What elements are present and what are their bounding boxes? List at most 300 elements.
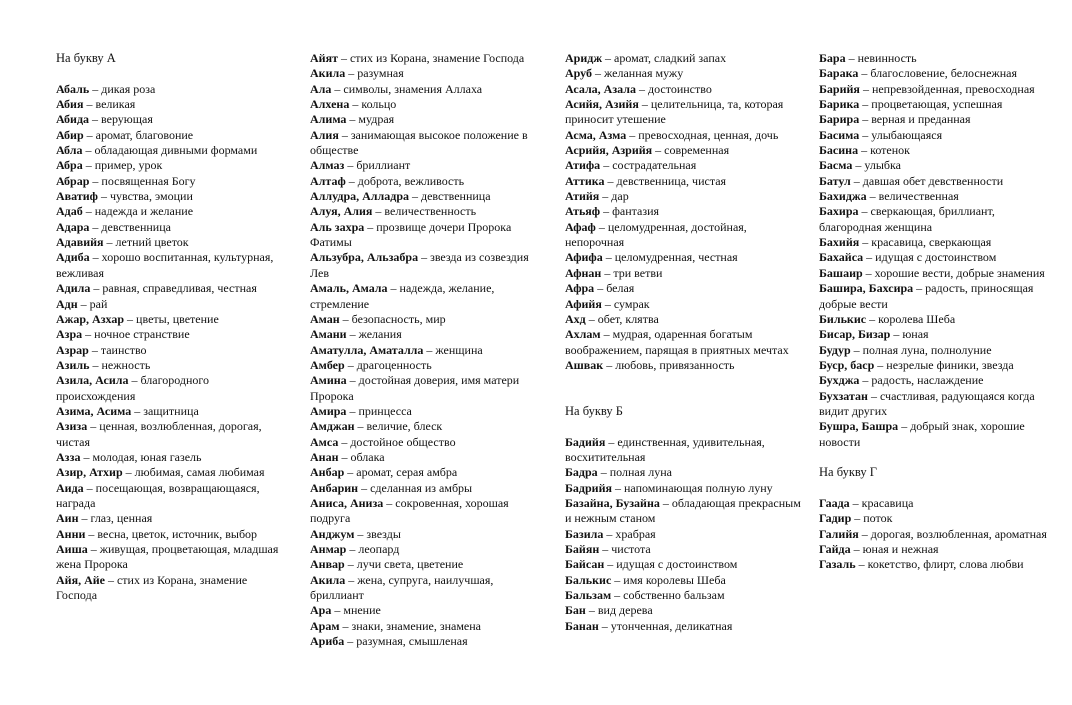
entry-separator: – (850, 173, 863, 188)
entry-definition: напоминающая полную луну (624, 480, 773, 495)
entry-separator: – (346, 373, 359, 388)
name-entry (56, 542, 288, 573)
entry-definition: девственница (421, 189, 491, 204)
name-entry (310, 51, 546, 66)
entry-separator: – (82, 204, 95, 219)
entry-definition: благородного происхождения (56, 373, 210, 403)
name-entry (56, 97, 288, 112)
entry-separator: – (858, 204, 871, 219)
name-entry (310, 174, 546, 189)
entry-separator: – (602, 250, 615, 265)
entry-definition: мудрая, одаренная богатым воображением, парящая в приятных мечтах (565, 327, 789, 357)
name-entry (310, 496, 546, 527)
entry-name: Бан (565, 603, 586, 618)
entry-definition: величественность (384, 204, 477, 219)
name-entry (310, 557, 546, 572)
entry-name: Адиба (56, 250, 90, 265)
column-4 (819, 51, 1051, 573)
entry-separator: – (344, 357, 357, 372)
entry-definition: доброта, вежливость (357, 173, 465, 188)
name-entry (310, 404, 546, 419)
entry-name: Азиль (56, 357, 90, 372)
entry-separator: – (354, 526, 367, 541)
entry-definition: белая (606, 281, 635, 296)
entry-definition: храбрая (615, 526, 656, 541)
entry-separator: – (344, 158, 357, 173)
name-entry (310, 220, 546, 251)
name-entry (565, 358, 801, 373)
entry-name: Бисар, Бизар (819, 327, 891, 342)
entry-separator: – (898, 419, 911, 434)
name-entry (310, 619, 546, 634)
entry-definition: добрый знак, хорошие новости (819, 419, 1025, 449)
entry-name: Барира (819, 112, 860, 127)
entry-name: Аиша (56, 542, 88, 556)
entry-definition: верная и преданная (871, 112, 971, 127)
entry-name: Атифа (565, 158, 601, 173)
entry-definition: символы, знамения Аллаха (343, 81, 483, 96)
entry-separator: – (603, 357, 616, 372)
entry-separator: – (338, 127, 351, 142)
entry-definition: любовь, привязанность (615, 357, 735, 372)
entry-name: Амани (310, 327, 347, 342)
entry-name: Алима (310, 112, 347, 127)
name-entry (819, 66, 1051, 81)
entry-separator: – (866, 311, 879, 326)
spacer (565, 373, 801, 388)
name-entry (819, 143, 1051, 158)
entry-separator: – (866, 189, 879, 204)
entry-definition: надежда и желание (94, 204, 194, 219)
entry-definition: женщина (435, 342, 483, 357)
entry-name: Асрийя, Азрийя (565, 143, 653, 158)
entry-name: Алхена (310, 97, 350, 112)
name-entry (310, 603, 546, 618)
entry-name: Адила (56, 281, 91, 296)
entry-separator: – (358, 480, 371, 495)
entry-separator: – (339, 311, 352, 326)
name-entry (310, 281, 546, 312)
entry-separator: – (387, 281, 400, 296)
entry-separator: – (344, 634, 357, 649)
entry-definition: полная луна, полнолуние (862, 342, 992, 357)
entry-name: Абир (56, 127, 84, 142)
entry-name: Барийя (819, 81, 860, 96)
name-entry (819, 82, 1051, 97)
entry-definition: ценная, возлюбленная, дорогая, чистая (56, 419, 262, 449)
entry-separator: – (338, 449, 351, 464)
name-entry (310, 481, 546, 496)
entry-definition: королева Шеба (878, 311, 956, 326)
entry-definition: принцесса (358, 403, 412, 418)
name-entry (310, 450, 546, 465)
entry-name: Басима (819, 127, 860, 142)
name-entry (819, 527, 1051, 542)
entry-definition: цветы, цветение (136, 311, 219, 326)
entry-separator: – (344, 465, 357, 480)
entry-separator: – (331, 603, 344, 618)
entry-separator: – (652, 143, 665, 158)
name-entry (565, 588, 801, 603)
entry-separator: – (85, 526, 98, 541)
entry-separator: – (604, 173, 617, 188)
section-heading: На букву А (56, 51, 116, 65)
name-entry (565, 128, 801, 143)
entry-definition: прозвище дочери Пророка Фатимы (310, 219, 512, 250)
name-entry (819, 373, 1051, 388)
entry-definition: равная, справедливая, честная (102, 281, 257, 296)
name-entry (565, 527, 801, 542)
entry-separator: – (601, 296, 614, 311)
name-entry (819, 327, 1051, 342)
entry-name: Бахиджа (819, 189, 867, 204)
entry-separator: – (638, 97, 651, 112)
entry-separator: – (372, 204, 385, 219)
entry-definition: жена, супруга, наилучшая, бриллиант (310, 572, 494, 603)
entry-name: Башира, Бахсира (819, 281, 914, 296)
entry-definition: радость, приносящая добрые вести (819, 281, 1034, 311)
entry-definition: обет, клятва (597, 311, 659, 326)
name-entry (310, 573, 546, 604)
entry-definition: разумная, смышленая (356, 634, 468, 649)
entry-name: Галийя (819, 526, 859, 541)
entry-name: Бухзатан (819, 388, 868, 403)
entry-definition: улыбка (864, 158, 901, 173)
name-entry (56, 158, 288, 173)
entry-name: Ахд (565, 311, 586, 326)
entry-name: Бушра, Башра (819, 419, 899, 434)
entry-name: Базила (565, 526, 604, 541)
entry-definition: безопасность, мир (351, 311, 446, 326)
entry-name: Аватиф (56, 189, 98, 204)
name-entry (819, 128, 1051, 143)
entry-separator: – (78, 511, 91, 526)
entry-separator: – (599, 189, 612, 204)
name-entry (565, 66, 801, 81)
entry-definition: чистота (611, 542, 651, 556)
entry-name: Бадийя (565, 434, 606, 449)
name-entry (819, 158, 1051, 173)
entry-separator: – (612, 480, 624, 495)
name-entry (565, 297, 801, 312)
entry-definition: превосходная, ценная, дочь (638, 127, 779, 142)
entry-name: Байян (565, 542, 600, 556)
entry-name: Барика (819, 97, 860, 112)
entry-separator: – (592, 66, 605, 81)
entry-definition: ночное странствие (94, 327, 190, 342)
entry-definition: мнение (343, 603, 381, 618)
entry-separator: – (626, 127, 639, 142)
name-entry (56, 82, 288, 97)
name-entry (56, 511, 288, 526)
entry-definition: целомудренная, достойная, непорочная (565, 219, 747, 250)
name-entry (56, 189, 288, 204)
name-entry (310, 250, 546, 281)
entry-separator: – (585, 311, 598, 326)
entry-separator: – (423, 342, 436, 357)
entry-name: Анан (310, 449, 339, 464)
entry-definition: идущая с достоинством (616, 557, 738, 572)
name-entry (819, 312, 1051, 327)
entry-separator: – (349, 97, 362, 112)
entry-name: Ахлам (565, 327, 601, 342)
name-entry (56, 250, 288, 281)
column-2 (310, 51, 546, 649)
entry-separator: – (595, 219, 608, 234)
entry-name: Альзубра, Альзабра (310, 250, 419, 265)
entry-definition: занимающая высокое положение в обществе (310, 127, 528, 158)
entry-separator: – (845, 51, 858, 65)
entry-name: Ала (310, 81, 332, 96)
entry-definition: аромат, сладкий запах (614, 51, 727, 65)
entry-name: Атьяф (565, 204, 601, 219)
entry-name: Абаль (56, 81, 90, 96)
entry-separator: – (867, 388, 880, 403)
name-entry (310, 97, 546, 112)
name-entry (310, 128, 546, 159)
entry-definition: непревзойденная, превосходная (871, 81, 1035, 96)
entry-definition: сверкающая, бриллиант, благородная женщина (819, 204, 995, 234)
entry-definition: котенок (870, 143, 910, 158)
entry-name: Бахайса (819, 250, 864, 265)
name-entry (310, 158, 546, 173)
entry-name: Атийя (565, 189, 600, 204)
entry-definition: звезды (366, 526, 401, 541)
entry-separator: – (859, 373, 872, 388)
entry-definition: звезда из созвездия Лев (310, 250, 529, 280)
entry-name: Бадра (565, 465, 598, 480)
entry-separator: – (659, 495, 672, 510)
name-entry (56, 358, 288, 373)
entry-definition: улыбающаяся (871, 127, 943, 142)
name-entry (56, 343, 288, 358)
name-entry (310, 343, 546, 358)
entry-separator: – (859, 235, 872, 250)
entry-name: Аттика (565, 173, 605, 188)
entry-name: Гайда (819, 542, 851, 556)
spacer (819, 450, 1051, 465)
name-entry (565, 158, 801, 173)
name-entry (819, 281, 1051, 312)
name-entry (310, 82, 546, 97)
name-entry (310, 542, 546, 557)
entry-name: Абия (56, 97, 84, 112)
entry-name: Айя, Айе (56, 572, 105, 587)
entry-definition: драгоценность (356, 357, 432, 372)
entry-definition: дикая роза (101, 81, 156, 96)
entry-definition: глаз, ценная (90, 511, 153, 526)
entry-name: Аман (310, 311, 340, 326)
name-entry (565, 220, 801, 251)
entry-separator: – (88, 342, 101, 357)
name-entry (310, 204, 546, 219)
name-entry (565, 465, 801, 480)
name-entry (56, 404, 288, 419)
entry-name: Акила (310, 66, 346, 81)
name-entry (56, 174, 288, 189)
entry-name: Аматулла, Аматалла (310, 342, 424, 357)
name-entry (56, 112, 288, 127)
entry-separator: – (354, 419, 367, 434)
entry-definition: весна, цветок, источник, выбор (97, 526, 258, 541)
entry-definition: пример, урок (94, 158, 163, 173)
entry-definition: красавица, сверкающая (871, 235, 992, 250)
name-entry (56, 481, 288, 512)
entry-separator: – (600, 327, 613, 342)
entry-definition: дорогая, возлюбленная, ароматная (870, 526, 1047, 541)
entry-separator: – (346, 403, 359, 418)
entry-definition: верующая (101, 112, 153, 127)
entry-name: Гаада (819, 495, 850, 510)
entry-name: Абида (56, 112, 90, 127)
entry-name: Асала, Азала (565, 81, 637, 96)
entry-name: Айят (310, 51, 338, 65)
entry-name: Азра (56, 327, 83, 342)
name-entry (565, 496, 801, 527)
entry-name: Базайна, Бузайна (565, 495, 660, 510)
entry-definition: достоинство (648, 81, 712, 96)
name-entry (565, 481, 801, 496)
entry-definition: юная и нежная (862, 542, 939, 556)
entry-definition: невинность (857, 51, 917, 65)
name-entry (819, 174, 1051, 189)
entry-separator: – (83, 127, 96, 142)
entry-definition: кокетство, флирт, слова любви (867, 557, 1024, 572)
name-entry (310, 358, 546, 373)
entry-separator: – (862, 265, 875, 280)
name-entry (819, 419, 1051, 450)
entry-definition: три ветви (613, 265, 663, 280)
entry-separator: – (611, 588, 624, 603)
name-entry (819, 557, 1051, 572)
entry-separator: – (346, 112, 359, 127)
entry-separator: – (603, 526, 616, 541)
entry-separator: – (89, 112, 102, 127)
name-entry (819, 204, 1051, 235)
entry-definition: юная (902, 327, 929, 342)
entry-name: Адавийя (56, 235, 104, 250)
entry-name: Азиза (56, 419, 88, 434)
entry-separator: – (364, 219, 377, 234)
entry-separator: – (852, 158, 865, 173)
name-entry (56, 235, 288, 250)
entry-separator: – (604, 557, 617, 572)
entry-definition: красавица (861, 495, 914, 510)
entry-separator: – (97, 189, 110, 204)
entry-separator: – (859, 127, 872, 142)
entry-name: Аридж (565, 51, 603, 65)
entry-separator: – (598, 618, 611, 633)
name-entry (565, 204, 801, 219)
section-heading: На букву Г (819, 465, 877, 480)
entry-separator: – (855, 557, 868, 572)
entry-name: Афифа (565, 250, 603, 265)
entry-separator: – (585, 603, 598, 618)
entry-definition: единственная, удивительная, восхитительная (565, 434, 765, 464)
entry-name: Анвар (310, 557, 345, 572)
entry-name: Азила, Асила (56, 373, 129, 388)
name-entry (565, 266, 801, 281)
entry-name: Батул (819, 173, 851, 188)
entry-name: Афра (565, 281, 595, 296)
entry-definition: любимая, самая любимая (134, 465, 265, 480)
entry-name: Азза (56, 449, 81, 464)
name-entry (310, 312, 546, 327)
name-entry (819, 97, 1051, 112)
entry-definition: нежность (101, 357, 151, 372)
entry-name: Асийя, Азийя (565, 97, 639, 112)
entry-definition: посещающая, возвращающаяся, награда (56, 480, 260, 510)
name-entry (56, 128, 288, 143)
entry-definition: сумрак (613, 296, 650, 311)
name-entry (565, 250, 801, 265)
entry-name: Азир, Атхир (56, 465, 123, 480)
name-entry (310, 419, 546, 434)
entry-name: Бахийя (819, 235, 860, 250)
entry-definition: современная (664, 143, 730, 158)
name-entry (56, 450, 288, 465)
entry-name: Алия (310, 127, 339, 142)
entry-definition: сострадательная (612, 158, 697, 173)
entry-separator: – (89, 219, 102, 234)
entry-name: Адн (56, 296, 78, 311)
entry-definition: стих из Корана, знамение Господа (349, 51, 525, 65)
name-entry (819, 389, 1051, 420)
entry-name: Бухджа (819, 373, 860, 388)
entry-definition: желанная мужу (604, 66, 684, 81)
entry-definition: хорошо воспитанная, культурная, вежливая (56, 250, 274, 280)
entry-separator: – (913, 281, 926, 296)
name-entry (565, 603, 801, 618)
entry-definition: разумная (357, 66, 404, 81)
entry-definition: величественная (878, 189, 959, 204)
entry-separator: – (83, 97, 96, 112)
entry-definition: обладающая дивными формами (94, 143, 258, 158)
entry-separator: – (346, 327, 359, 342)
entry-separator: – (858, 526, 871, 541)
entry-separator: – (858, 143, 871, 158)
entry-definition: защитница (143, 403, 199, 418)
name-entry (310, 465, 546, 480)
entry-separator: – (124, 311, 137, 326)
entry-definition: аромат, серая амбра (356, 465, 458, 480)
entry-name: Бадрийя (565, 480, 612, 495)
entry-name: Афаф (565, 219, 596, 234)
entry-definition: целительница, та, которая приносит утешение (565, 97, 784, 127)
name-entry (56, 373, 288, 404)
name-entry (819, 496, 1051, 511)
entry-separator: – (850, 542, 863, 556)
entry-separator: – (82, 327, 95, 342)
name-entry (56, 527, 288, 542)
entry-definition: хорошие вести, добрые знамения (874, 265, 1045, 280)
entry-separator: – (850, 342, 863, 357)
name-entry (565, 435, 801, 466)
spacer (819, 481, 1051, 496)
entry-separator: – (383, 495, 396, 510)
name-entry (56, 204, 288, 219)
entry-definition: полная луна (609, 465, 672, 480)
entry-definition: достойная доверия, имя матери Пророка (310, 373, 520, 403)
entry-name: Анбар (310, 465, 345, 480)
name-entry (310, 327, 546, 342)
entry-name: Амина (310, 373, 347, 388)
entry-definition: собственно бальзам (623, 588, 725, 603)
entry-name: Ажар, Азхар (56, 311, 125, 326)
name-entry (56, 327, 288, 342)
entry-name: Аруб (565, 66, 593, 81)
entry-definition: рай (89, 296, 108, 311)
